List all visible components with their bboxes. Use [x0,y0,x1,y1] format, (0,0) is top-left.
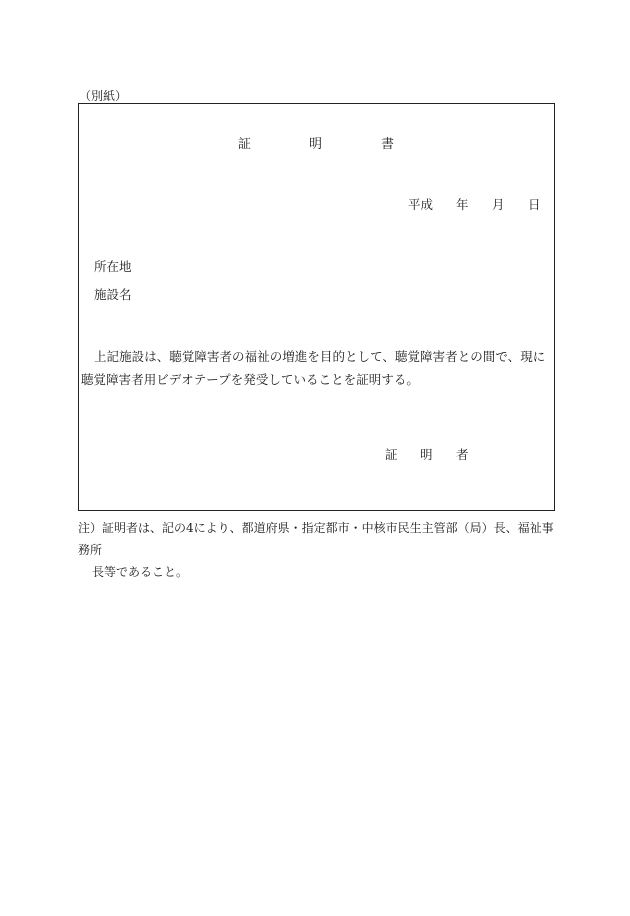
footnote [78,517,558,583]
date-day-unit: 日 [528,197,541,212]
date-era: 平成 [408,197,434,212]
location-label: 所在地 [94,259,132,274]
title-char-1: 証 [238,137,252,152]
certifier-char-2: 明 [420,447,433,462]
certification-statement: 上記施設は、聴覚障害者の福祉の増進を目的として、聴覚障害者との間で、現に聴覚障害者用ビデオテープを発受していることを証明する。 [81,349,546,387]
annex-label: （別紙） [79,89,128,103]
title-char-2: 明 [309,137,323,152]
certifier-char-1: 証 [385,447,398,462]
footnote-line-1: 注）証明者は、記の4により、都道府県・指定都市・中核市民生主管部（局）長、福祉事務所 [78,521,554,557]
date-month-unit: 月 [492,197,505,212]
footnote-line-2: 長等であること。 [92,565,189,579]
certifier-char-3: 者 [456,447,469,462]
certificate-frame [78,103,555,511]
title-char-3: 書 [381,137,395,152]
date-year-unit: 年 [456,197,469,212]
facility-name-label: 施設名 [94,287,132,302]
